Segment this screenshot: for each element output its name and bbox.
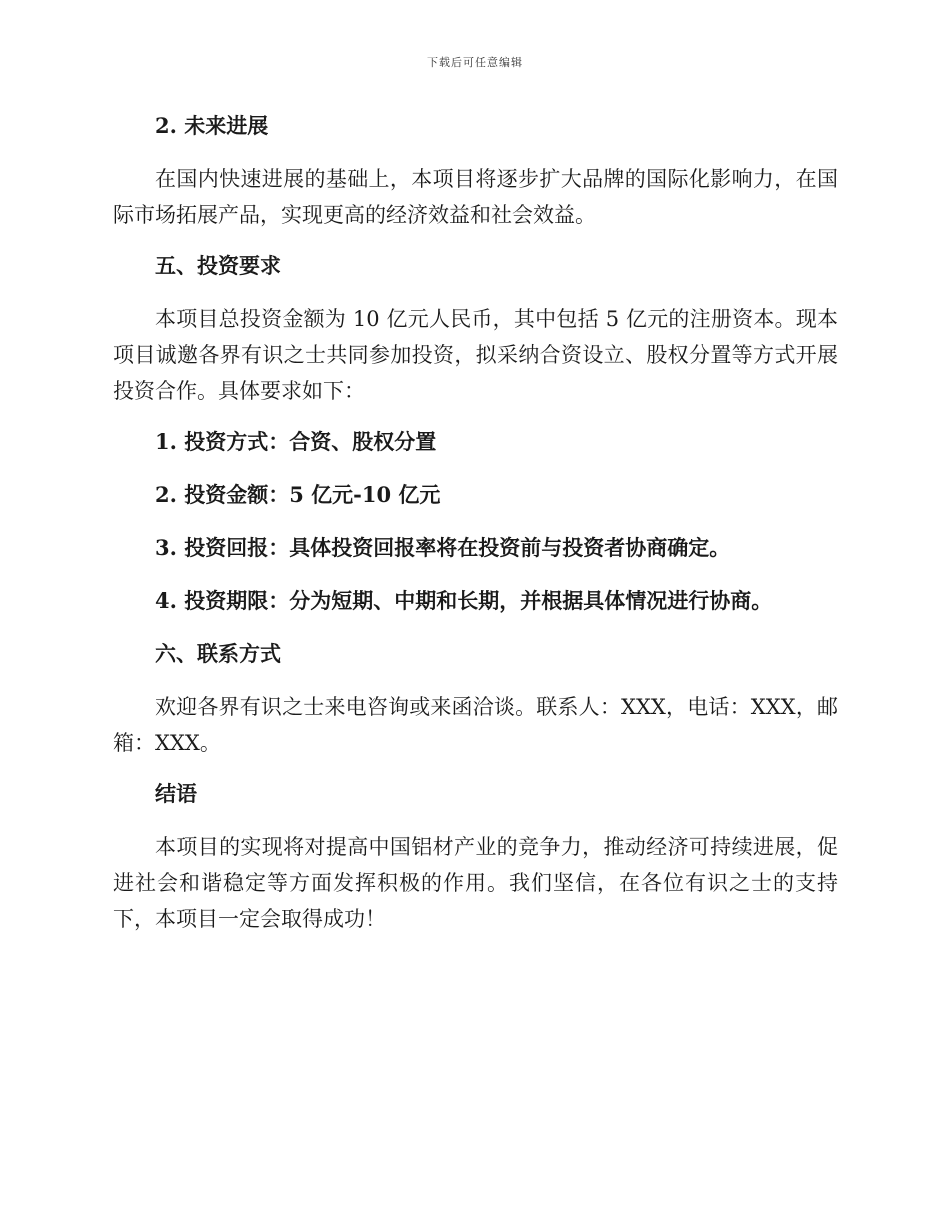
- section-body-contact: 欢迎各界有识之士来电咨询或来函洽谈。联系人：XXX，电话：XXX，邮箱：XXX。: [113, 695, 838, 755]
- section-heading-future: 2. 未来进展: [155, 113, 269, 138]
- investment-item-method: 1. 投资方式：合资、股权分置: [155, 429, 437, 454]
- investment-item-term: 4. 投资期限：分为短期、中期和长期，并根据具体情况进行协商。: [155, 588, 773, 613]
- investment-item-return: 3. 投资回报：具体投资回报率将在投资前与投资者协商确定。: [155, 535, 731, 560]
- investment-item-amount: 2. 投资金额：5 亿元-10 亿元: [155, 482, 441, 507]
- document-content: [113, 108, 838, 952]
- section-body-investment: 本项目总投资金额为 10 亿元人民币，其中包括 5 亿元的注册资本。现本项目诚邀各界有识之士共同参加投资，拟采纳合资设立、股权分置等方式开展投资合作。具体要求如下：: [113, 307, 838, 403]
- section-heading-contact: 六、联系方式: [155, 641, 281, 666]
- header-note: 下载后可任意编辑: [427, 56, 523, 69]
- section-heading-investment: 五、投资要求: [155, 253, 281, 278]
- section-body-conclusion: 本项目的实现将对提高中国铝材产业的竞争力，推动经济可持续进展，促进社会和谐稳定等方面发挥积极的作用。我们坚信，在各位有识之士的支持下，本项目一定会取得成功！: [113, 835, 838, 931]
- section-body-future: 在国内快速进展的基础上，本项目将逐步扩大品牌的国际化影响力，在国际市场拓展产品，实现更高的经济效益和社会效益。: [113, 167, 838, 227]
- section-heading-conclusion: 结语: [155, 781, 197, 806]
